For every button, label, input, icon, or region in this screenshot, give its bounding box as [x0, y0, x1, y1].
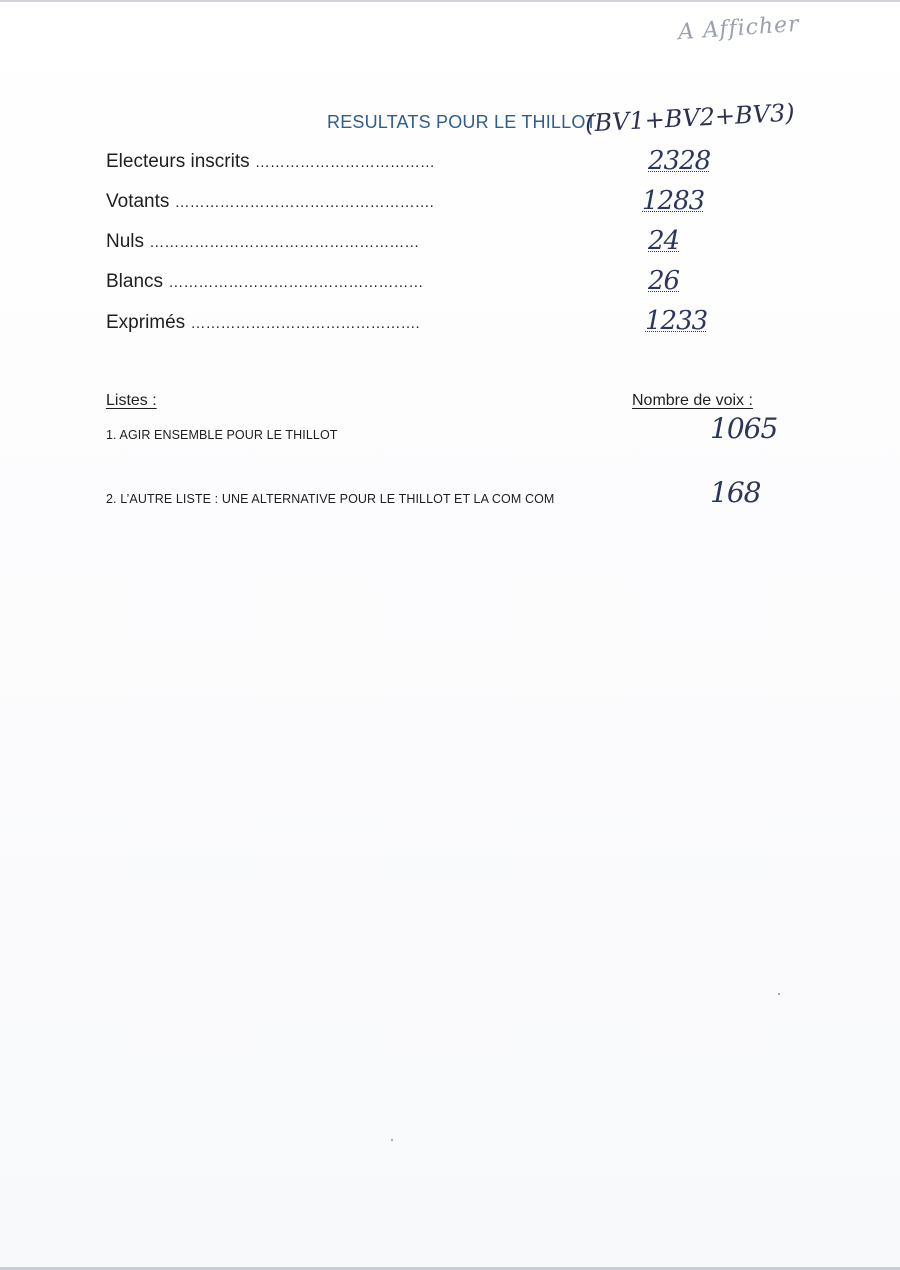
- handwritten-annotation: A Afficher: [677, 11, 801, 46]
- stat-label: Nuls: [106, 231, 145, 252]
- stat-label: Blancs: [106, 271, 164, 292]
- stat-label: Electeurs inscrits: [106, 151, 250, 172]
- list-votes-2: 168: [710, 476, 761, 509]
- votes-header: Nombre de voix :: [632, 392, 753, 409]
- stat-dots: ………………………………: [254, 154, 435, 171]
- stat-value-nuls: 24: [648, 226, 680, 256]
- list-item-2: 2. L’AUTRE LISTE : UNE ALTERNATIVE POUR LE THILLOT ET LA COM COM: [106, 492, 555, 506]
- stat-value-blancs: 26: [648, 266, 680, 296]
- stat-row-electeurs: [106, 151, 435, 173]
- stat-row-exprimes: [106, 312, 420, 334]
- list-votes-1: 1065: [710, 412, 778, 445]
- stat-dots: ……………………………………….: [190, 315, 420, 332]
- stat-label: Exprimés: [106, 312, 186, 333]
- stat-dots: ……………………………………………: [168, 274, 424, 291]
- stat-dots: …………………………………………….: [174, 194, 434, 211]
- list-item-1: 1. AGIR ENSEMBLE POUR LE THILLOT: [106, 428, 338, 442]
- stat-row-votants: [106, 191, 434, 213]
- stat-value-exprimes: 1233: [645, 306, 708, 336]
- stat-label: Votants: [106, 191, 170, 212]
- document-title: RESULTATS POUR LE THILLOT: [327, 112, 597, 132]
- page-top-edge: [0, 0, 900, 2]
- stat-value-votants: 1283: [642, 186, 705, 216]
- stat-dots: ………………………………………………: [149, 234, 420, 251]
- stat-row-nuls: [106, 231, 419, 253]
- scan-speck: [391, 1139, 393, 1141]
- stat-value-electeurs: 2328: [648, 146, 711, 176]
- stat-row-blancs: [106, 271, 423, 293]
- lists-header: Listes :: [106, 392, 157, 409]
- handwritten-title-note: (BV1+BV2+BV3): [584, 98, 796, 138]
- scan-speck: [778, 993, 780, 995]
